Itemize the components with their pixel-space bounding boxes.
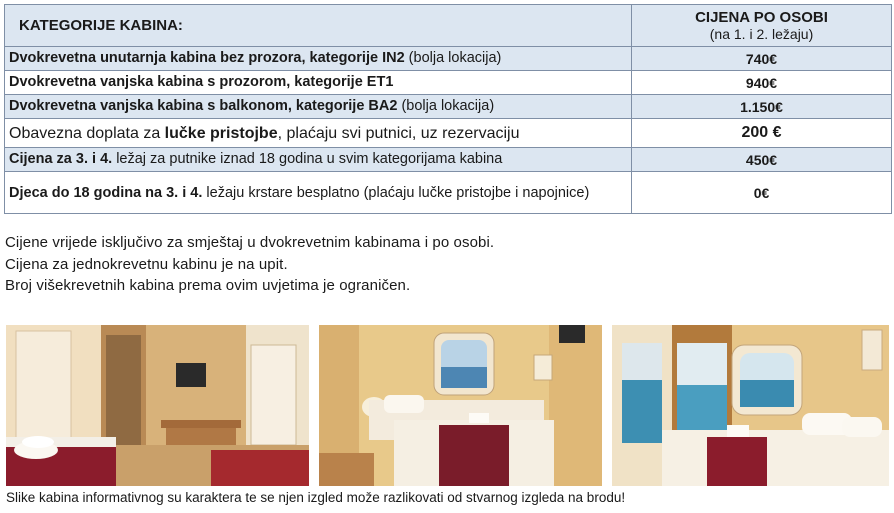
- note-line: Cijene vrijede isključivo za smještaj u dvokrevetnim kabinama i po osobi.: [5, 234, 495, 251]
- row-description-post: , plaćaju svi putnici, uz rezervaciju: [277, 124, 520, 142]
- row-description-rest: (bolja lokacija): [397, 98, 495, 114]
- note-line: Cijena za jednokrevetnu kabinu je na upit.: [5, 255, 288, 273]
- price-header: [632, 5, 892, 47]
- category-header: KATEGORIJE KABINA:: [5, 5, 632, 47]
- table-row-window-cabin: [5, 71, 892, 95]
- inside-cabin-photo: [6, 325, 309, 486]
- cabin-price-table: [4, 4, 892, 214]
- price-header-subtitle: (na 1. i 2. ležaju): [709, 25, 814, 42]
- row-description-bold: Dvokrevetna vanjska kabina s balkonom, kategorije BA2: [9, 98, 398, 114]
- row-description: [5, 95, 632, 119]
- row-description: [5, 71, 632, 95]
- table-row-extra-bed-adult: [5, 148, 892, 172]
- row-description-pre: Obavezna doplata za: [9, 124, 165, 142]
- table-row-inside-cabin: [5, 47, 892, 71]
- window-cabin-photo: [319, 325, 602, 486]
- row-description: [5, 47, 632, 71]
- photos-disclaimer: Slike kabina informativnog su karaktera te se njen izgled može razlikovati od stvarnog izgleda na brodu!: [6, 490, 626, 505]
- row-description-bold: Dvokrevetna unutarnja kabina bez prozora, kategorije IN2: [9, 50, 405, 66]
- row-description: [5, 148, 632, 172]
- balcony-cabin-photo: [612, 325, 889, 486]
- row-description-bold: Cijena za 3. i 4.: [9, 151, 113, 167]
- row-description-rest: ležaj za putnike iznad 18 godina u svim kategorijama kabina: [112, 151, 503, 167]
- row-price: 450€: [632, 148, 892, 172]
- row-description-bold: Djeca do 18 godina na 3. i 4.: [9, 184, 203, 201]
- table-row-children: [5, 172, 892, 214]
- table-row-port-fees: [5, 119, 892, 148]
- row-price: 0€: [632, 172, 892, 214]
- row-description: [5, 172, 632, 214]
- row-description-bold: lučke pristojbe: [164, 124, 278, 142]
- row-description-rest: ležaju krstare besplatno (plaćaju lučke pristojbe i napojnice): [202, 184, 590, 201]
- row-price: 940€: [632, 71, 892, 95]
- table-header-row: [5, 5, 892, 47]
- note-line: Broj višekrevetnih kabina prema ovim uvjetima je ograničen.: [5, 277, 411, 294]
- row-description: [5, 119, 632, 148]
- row-price: 740€: [632, 47, 892, 71]
- price-header-title: CIJENA PO OSOBI: [695, 8, 828, 26]
- price-notes: [5, 232, 494, 297]
- row-price: 1.150€: [632, 95, 892, 119]
- row-description-bold: Dvokrevetna vanjska kabina s prozorom, kategorije ET1: [9, 74, 394, 90]
- row-description-rest: (bolja lokacija): [404, 50, 502, 66]
- table-row-balcony-cabin: [5, 95, 892, 119]
- row-price: 200 €: [632, 119, 892, 148]
